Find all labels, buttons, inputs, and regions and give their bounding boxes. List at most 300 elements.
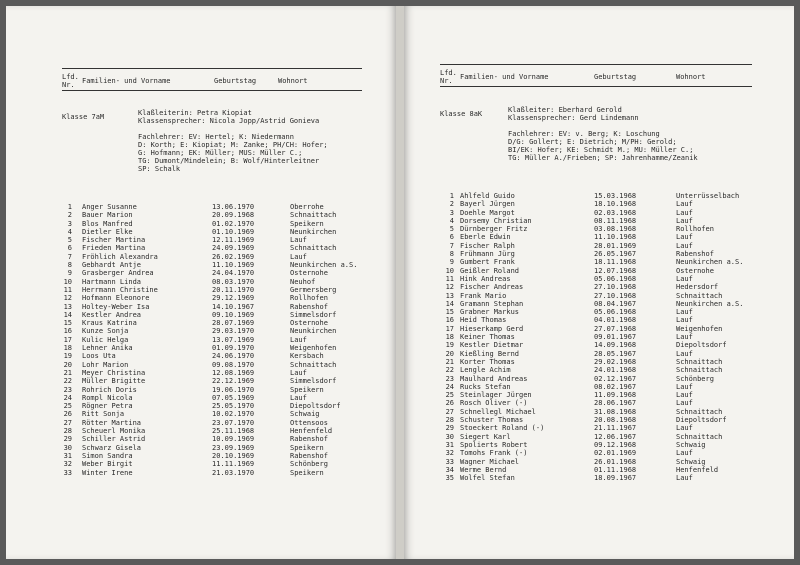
student-nr: 13 (445, 291, 454, 300)
student-birthdate: 13.06.1970 (212, 203, 255, 211)
student-row (444, 350, 774, 358)
student-name: Rompl Nicola (82, 393, 133, 402)
student-birthdate: 12.08.1969 (212, 368, 255, 377)
student-row (444, 192, 774, 200)
student-residence: Lauf (676, 233, 693, 242)
student-nr: 27 (445, 407, 454, 416)
student-nr: 4 (67, 227, 72, 236)
student-birthdate: 29.12.1969 (212, 294, 255, 303)
student-nr: 21 (63, 368, 72, 377)
student-row (62, 410, 382, 418)
student-residence: Rollhofen (290, 294, 328, 303)
student-nr: 28 (445, 416, 454, 425)
student-row (62, 278, 382, 286)
student-name: Doehle Margot (460, 208, 515, 217)
student-residence: Neuhof (290, 277, 316, 286)
student-nr: 16 (63, 327, 72, 336)
student-row (444, 267, 774, 275)
student-nr: 26 (63, 410, 72, 419)
student-residence: Schnaittach (676, 407, 723, 416)
student-residence: Rabenshof (290, 451, 328, 460)
header-rule-top (62, 68, 362, 69)
student-row (444, 258, 774, 266)
student-nr: 7 (67, 252, 72, 261)
student-nr: 14 (445, 299, 454, 308)
subject-teachers (138, 133, 328, 173)
student-birthdate: 28.06.1967 (594, 399, 637, 408)
student-name: Stoeckert Roland (-) (460, 424, 545, 433)
student-residence: Neunkirchen a.S. (676, 299, 744, 308)
student-residence: Neunkirchen (290, 227, 337, 236)
student-name: Gramann Stephan (460, 299, 524, 308)
student-residence: Schönberg (290, 460, 328, 469)
student-name: Rötter Martina (82, 418, 142, 427)
subject-line: SP: Schalk (138, 165, 181, 173)
student-nr: 8 (67, 261, 72, 270)
student-row (62, 352, 382, 360)
student-name: Anger Susanne (82, 203, 137, 211)
student-name: Kestler Andrea (82, 310, 142, 319)
student-residence: Neunkirchen a.S. (290, 261, 358, 270)
student-row (62, 261, 382, 269)
student-nr: 31 (63, 451, 72, 460)
student-residence: Lauf (290, 252, 307, 261)
student-residence: Rabenshof (290, 435, 328, 444)
student-birthdate: 29.03.1970 (212, 327, 255, 336)
student-nr: 6 (67, 244, 72, 253)
student-birthdate: 09.10.1969 (212, 310, 255, 319)
student-birthdate: 01.02.1970 (212, 219, 255, 228)
student-residence: Kersbach (290, 352, 324, 361)
student-name: Kraus Katrina (82, 319, 137, 328)
student-residence: Schnaittach (676, 357, 723, 366)
left-page (6, 6, 396, 559)
student-residence: Rabenshof (290, 302, 328, 311)
student-nr: 5 (449, 225, 454, 234)
subject-line: D: Korth; E: Kiopiat; M: Zanke; PH/CH: Hofer; (138, 141, 328, 149)
student-row (62, 452, 382, 460)
student-nr: 25 (63, 402, 72, 411)
student-birthdate: 08.04.1967 (594, 299, 637, 308)
student-nr: 25 (445, 391, 454, 400)
student-name: Fischer Ralph (460, 241, 515, 250)
student-birthdate: 02.12.1967 (594, 374, 637, 383)
subject-line: G: Hofmann; EK: Müller; MUS: Müller C.; (138, 149, 303, 157)
student-residence: Lauf (676, 391, 693, 400)
student-birthdate: 28.07.1969 (212, 319, 255, 328)
student-birthdate: 11.11.1969 (212, 460, 255, 469)
student-birthdate: 08.03.1970 (212, 277, 255, 286)
student-residence: Simmelsdorf (290, 310, 337, 319)
student-residence: Schnaittach (290, 360, 337, 369)
subject-line: Fachlehrer: EV: v. Berg; K: Loschung (508, 130, 660, 138)
student-birthdate: 01.10.1969 (212, 227, 255, 236)
student-residence: Lauf (676, 399, 693, 408)
header-born: Geburtstag (594, 73, 637, 81)
student-residence: Lauf (290, 393, 307, 402)
student-birthdate: 09.12.1968 (594, 440, 637, 449)
student-nr: 22 (63, 377, 72, 386)
student-residence: Schnaittach (290, 244, 337, 253)
student-nr: 12 (445, 283, 454, 292)
student-residence: Lauf (290, 368, 307, 377)
student-residence: Diepoltsdorf (290, 402, 341, 411)
student-birthdate: 22.12.1969 (212, 377, 255, 386)
student-nr: 26 (445, 399, 454, 408)
student-row (444, 433, 774, 441)
student-row (62, 244, 382, 252)
student-birthdate: 05.06.1968 (594, 308, 637, 317)
student-nr: 8 (449, 250, 454, 259)
header-place: Wohnort (676, 73, 706, 81)
student-nr: 9 (449, 258, 454, 267)
right-page (404, 6, 794, 559)
student-name: Korter Thomas (460, 357, 515, 366)
class-speaker: Klassensprecher: Gerd Lindemann (508, 114, 639, 122)
student-nr: 11 (63, 285, 72, 294)
student-nr: 33 (445, 457, 454, 466)
student-nr: 24 (63, 393, 72, 402)
student-residence: Osternohe (290, 319, 328, 328)
student-nr: 27 (63, 418, 72, 427)
student-row (62, 402, 382, 410)
student-name: Blos Manfred (82, 219, 133, 228)
student-nr: 10 (445, 266, 454, 275)
student-residence: Weigenhofen (676, 324, 723, 333)
student-residence: Germersberg (290, 285, 337, 294)
student-name: Ahlfeld Guido (460, 192, 515, 200)
student-residence: Lauf (676, 200, 693, 209)
student-row (444, 458, 774, 466)
student-row (444, 399, 774, 407)
student-residence: Lauf (676, 449, 693, 458)
class-label: Klasse 7aM (62, 113, 105, 121)
student-name: Fischer Martina (82, 236, 146, 245)
student-row (62, 361, 382, 369)
student-row (444, 449, 774, 457)
student-row (444, 292, 774, 300)
student-row (444, 233, 774, 241)
student-name: Rohrich Doris (82, 385, 137, 394)
student-residence: Oberrohe (290, 203, 324, 211)
student-name: Lengle Achim (460, 366, 511, 375)
student-birthdate: 27.10.1968 (594, 291, 637, 300)
student-name: Werme Bernd (460, 465, 507, 474)
student-birthdate: 24.04.1970 (212, 269, 255, 278)
student-row (444, 300, 774, 308)
student-nr: 18 (63, 344, 72, 353)
student-name: Tomohs Frank (-) (460, 449, 528, 458)
student-row (62, 460, 382, 468)
student-nr: 33 (63, 468, 72, 477)
student-nr: 20 (445, 349, 454, 358)
student-name: Hink Andreas (460, 274, 511, 283)
student-row (444, 242, 774, 250)
student-name: Grabner Markus (460, 308, 520, 317)
student-residence: Lauf (676, 382, 693, 391)
student-birthdate: 18.10.1968 (594, 200, 637, 209)
student-name: Frank Mario (460, 291, 507, 300)
student-name: Bayerl Jürgen (460, 200, 515, 209)
student-residence: Speikern (290, 385, 324, 394)
student-nr: 29 (63, 435, 72, 444)
student-birthdate: 21.11.1967 (594, 424, 637, 433)
student-name: Holtey-Weber Isa (82, 302, 150, 311)
student-nr: 20 (63, 360, 72, 369)
student-nr: 3 (449, 208, 454, 217)
student-birthdate: 21.03.1970 (212, 468, 255, 477)
student-row (62, 220, 382, 228)
student-birthdate: 24.09.1969 (212, 244, 255, 253)
student-residence: Lauf (676, 349, 693, 358)
student-residence: Simmelsdorf (290, 377, 337, 386)
student-row (444, 325, 774, 333)
student-name: Wolfel Stefan (460, 474, 515, 483)
header-rule-top (440, 64, 752, 65)
student-row (62, 469, 382, 477)
student-residence: Lauf (676, 316, 693, 325)
student-name: Schuster Thomas (460, 416, 524, 425)
student-name: Steinlager Jürgen (460, 391, 532, 400)
student-row (62, 269, 382, 277)
student-nr: 32 (445, 449, 454, 458)
student-residence: Henfenfeld (676, 465, 719, 474)
student-name: Frieden Martina (82, 244, 146, 253)
student-row (444, 333, 774, 341)
student-birthdate: 24.01.1968 (594, 366, 637, 375)
class-teacher: Klaßleiterin: Petra Kiopiat (138, 109, 252, 117)
student-nr: 13 (63, 302, 72, 311)
student-row (444, 441, 774, 449)
student-name: Keiner Thomas (460, 333, 515, 342)
student-birthdate: 12.06.1967 (594, 432, 637, 441)
student-name: Siegert Karl (460, 432, 511, 441)
student-name: Hartmann Linda (82, 277, 142, 286)
student-birthdate: 08.11.1968 (594, 216, 637, 225)
student-name: Heid Thomas (460, 316, 507, 325)
student-nr: 16 (445, 316, 454, 325)
student-name: Ritt Sonja (82, 410, 125, 419)
student-name: Kießling Bernd (460, 349, 520, 358)
student-name: Gumbert Frank (460, 258, 515, 267)
student-name: Weber Birgit (82, 460, 133, 469)
student-name: Fröhlich Alexandra (82, 252, 158, 261)
student-nr: 23 (445, 374, 454, 383)
student-birthdate: 25.05.1970 (212, 402, 255, 411)
student-name: Kunze Sonja (82, 327, 129, 336)
student-birthdate: 05.06.1968 (594, 274, 637, 283)
student-nr: 10 (63, 277, 72, 286)
student-birthdate: 02.01.1969 (594, 449, 637, 458)
student-row (62, 228, 382, 236)
student-nr: 35 (445, 474, 454, 483)
student-row (444, 217, 774, 225)
student-birthdate: 08.02.1967 (594, 382, 637, 391)
student-nr: 1 (449, 192, 454, 200)
student-name: Hieserkamp Gerd (460, 324, 524, 333)
student-row (444, 408, 774, 416)
student-row (62, 303, 382, 311)
student-birthdate: 18.11.1968 (594, 258, 637, 267)
student-birthdate: 15.03.1968 (594, 192, 637, 200)
student-row (62, 419, 382, 427)
student-birthdate: 26.01.1968 (594, 457, 637, 466)
student-name: Meyer Christina (82, 368, 146, 377)
student-residence: Schnaittach (676, 432, 723, 441)
book-gutter (396, 6, 404, 559)
student-name: Loos Uta (82, 352, 116, 361)
student-name: Maulhard Andreas (460, 374, 528, 383)
student-name: Schwarz Gisela (82, 443, 142, 452)
student-nr: 2 (67, 211, 72, 220)
student-nr: 18 (445, 333, 454, 342)
student-residence: Lauf (676, 274, 693, 283)
student-birthdate: 20.09.1968 (212, 211, 255, 220)
student-row (444, 416, 774, 424)
student-name: Hofmann Eleonore (82, 294, 150, 303)
student-nr: 21 (445, 357, 454, 366)
student-row (62, 344, 382, 352)
student-row (444, 283, 774, 291)
header-born: Geburtstag (214, 77, 257, 85)
student-nr: 12 (63, 294, 72, 303)
header-nr: Lfd. Nr. (440, 69, 457, 85)
student-row (62, 253, 382, 261)
student-nr: 2 (449, 200, 454, 209)
student-row (444, 391, 774, 399)
student-birthdate: 19.06.1970 (212, 385, 255, 394)
subject-line: TG: Müller A./Frieben; SP: Jahrenhamme/Zeanik (508, 154, 698, 162)
student-birthdate: 11.10.1968 (594, 233, 637, 242)
student-nr: 19 (63, 352, 72, 361)
student-name: Gebhardt Antje (82, 261, 142, 270)
student-name: Kestler Dietmar (460, 341, 524, 350)
student-row (444, 424, 774, 432)
student-residence: Henfenfeld (290, 427, 333, 436)
student-name: Geißler Roland (460, 266, 520, 275)
student-residence: Speikern (290, 219, 324, 228)
student-birthdate: 24.06.1970 (212, 352, 255, 361)
student-residence: Unterrüsselbach (676, 192, 740, 200)
student-row (444, 466, 774, 474)
student-name: Müller Brigitte (82, 377, 146, 386)
student-name: Fischer Andreas (460, 283, 524, 292)
student-row (62, 327, 382, 335)
subject-line: D/G: Gollert; E: Dietrich; M/PH: Gerold; (508, 138, 677, 146)
student-residence: Diepoltsdorf (676, 341, 727, 350)
student-name: Schnellegl Michael (460, 407, 536, 416)
student-nr: 30 (445, 432, 454, 441)
student-residence: Schnaittach (676, 291, 723, 300)
student-row (62, 386, 382, 394)
header-nr: Lfd. Nr. (62, 73, 79, 89)
student-row (444, 341, 774, 349)
header-rule-bottom (62, 90, 362, 91)
student-residence: Lauf (676, 474, 693, 483)
student-name: Kulic Helga (82, 335, 129, 344)
student-nr: 11 (445, 274, 454, 283)
student-residence: Neunkirchen a.S. (676, 258, 744, 267)
student-birthdate: 20.10.1969 (212, 451, 255, 460)
student-name: Lohr Marion (82, 360, 129, 369)
student-row (62, 294, 382, 302)
student-residence: Ottensoos (290, 418, 328, 427)
student-row (444, 200, 774, 208)
student-residence: Hedersdorf (676, 283, 719, 292)
student-residence: Osternohe (676, 266, 714, 275)
student-row (62, 377, 382, 385)
student-row (444, 308, 774, 316)
student-row (62, 336, 382, 344)
student-birthdate: 18.09.1967 (594, 474, 637, 483)
student-name: Spolierts Robert (460, 440, 528, 449)
student-name: Grasberger Andrea (82, 269, 154, 278)
student-birthdate: 27.10.1968 (594, 283, 637, 292)
student-birthdate: 12.07.1968 (594, 266, 637, 275)
student-birthdate: 20.11.1970 (212, 285, 255, 294)
student-row (444, 375, 774, 383)
student-row (62, 394, 382, 402)
student-residence: Schönberg (676, 374, 714, 383)
student-birthdate: 11.10.1969 (212, 261, 255, 270)
student-row (444, 209, 774, 217)
student-residence: Rabenshof (676, 250, 714, 259)
student-birthdate: 29.02.1968 (594, 357, 637, 366)
student-nr: 17 (63, 335, 72, 344)
student-nr: 24 (445, 382, 454, 391)
student-row (444, 383, 774, 391)
student-nr: 17 (445, 324, 454, 333)
student-nr: 14 (63, 310, 72, 319)
student-birthdate: 01.09.1970 (212, 344, 255, 353)
student-nr: 1 (67, 203, 72, 211)
student-birthdate: 13.07.1969 (212, 335, 255, 344)
student-name: Rosch Oliver (-) (460, 399, 528, 408)
student-nr: 4 (449, 216, 454, 225)
student-birthdate: 14.10.1967 (212, 302, 255, 311)
class-label: Klasse 8aK (440, 110, 483, 118)
student-birthdate: 28.05.1967 (594, 349, 637, 358)
student-row (444, 366, 774, 374)
student-row (444, 358, 774, 366)
header-name: Familien- und Vorname (460, 73, 549, 81)
student-birthdate: 14.09.1968 (594, 341, 637, 350)
student-residence: Lauf (676, 241, 693, 250)
student-nr: 28 (63, 427, 72, 436)
student-row (62, 369, 382, 377)
student-birthdate: 09.08.1970 (212, 360, 255, 369)
header-rule-bottom (440, 86, 752, 87)
header-place: Wohnort (278, 77, 308, 85)
student-birthdate: 23.07.1970 (212, 418, 255, 427)
student-name: Frühmann Jürg (460, 250, 515, 259)
student-residence: Lauf (676, 216, 693, 225)
subject-line: BI/EK: Hofer; KE: Schmidt M.; MU: Müller C.; (508, 146, 694, 154)
student-residence: Lauf (676, 208, 693, 217)
student-residence: Diepoltsdorf (676, 416, 727, 425)
student-nr: 23 (63, 385, 72, 394)
student-nr: 32 (63, 460, 72, 469)
student-nr: 31 (445, 440, 454, 449)
student-birthdate: 23.09.1969 (212, 443, 255, 452)
student-residence: Schwaig (676, 457, 706, 466)
student-residence: Speikern (290, 468, 324, 477)
student-birthdate: 10.09.1969 (212, 435, 255, 444)
student-name: Wagner Michael (460, 457, 520, 466)
student-row (444, 250, 774, 258)
student-name: Rögner Petra (82, 402, 133, 411)
student-row (62, 427, 382, 435)
